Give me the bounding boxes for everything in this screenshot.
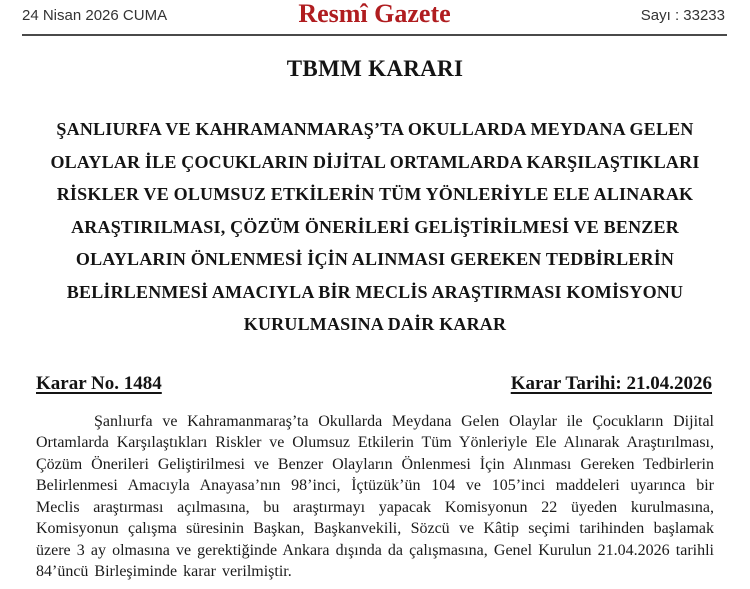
decision-title-line: RİSKLER VE OLUMSUZ ETKİLERİN TÜM YÖNLERİYLE ELE ALINARAK [56, 184, 694, 204]
decision-title-line: ARAŞTIRILMASI, ÇÖZÜM ÖNERİLERİ GELİŞTİRİLMESİ VE BENZER [71, 216, 679, 237]
decision-title-line: OLAYLARIN ÖNLENMESİ İÇİN ALINMASI GEREKEN TEDBİRLERİN [75, 249, 675, 269]
decision-heading: TBMM KARARI [286, 56, 464, 81]
gazette-title: Resmî Gazete [298, 0, 451, 28]
issue-date: 24 Nisan 2026 CUMA [22, 7, 168, 24]
decision-number: Karar No. 1484 [36, 372, 162, 394]
decision-title [10, 113, 740, 341]
masthead [22, 0, 727, 36]
decision-meta [36, 373, 712, 395]
decision-title-line: BELİRLENMESİ AMACIYLA BİR MECLİS ARAŞTIRMASI KOMİSYONU [66, 281, 684, 302]
decision-date: Karar Tarihi: 21.04.2026 [510, 372, 712, 394]
decision-body: Şanlıurfa ve Kahramanmaraş’ta Okullarda Meydana Gelen Olaylar ile Çocukların Dijital Ortamlarda Karşılaştıkları Riskler ve Olumsuz Etkilerin Tüm Yönleriyle Ele Alınarak Araştırılması, Çözüm Önerileri Geliştirilmesi ve Benzer Olayların Önlenmesi İçin Alınması Gereken Tedbirlerin Belirlenmesi Amacıyla Anayasa’nın 98’inci, İçtüzük’ün 104 ve 105’inci maddeleri uyarınca bir Meclis araştırması açılmasına, bu araştırmayı yapacak Komisyonun 22 üyeden kurulmasına, Komisyonun çalışma süresinin Başkan, Başkanvekili, Sözcü ve Kâtip seçimi tarihinden başlamak üzere 3 ay olmasına ve gerektiğinde Ankara dışında da çalışmasına, Genel Kurulun 21.04.2026 tarihli 84’üncü Birleşiminde karar verilmiştir. [36, 412, 714, 580]
decision-title-line: ŞANLIURFA VE KAHRAMANMARAŞ’TA OKULLARDA MEYDANA GELEN [56, 119, 694, 139]
decision-title-line: KURULMASINA DAİR KARAR [243, 314, 507, 334]
issue-number: Sayı : 33233 [640, 7, 725, 24]
decision-title-line: OLAYLAR İLE ÇOCUKLARIN DİJİTAL ORTAMLARDA KARŞILAŞTIKLARI [50, 151, 700, 172]
